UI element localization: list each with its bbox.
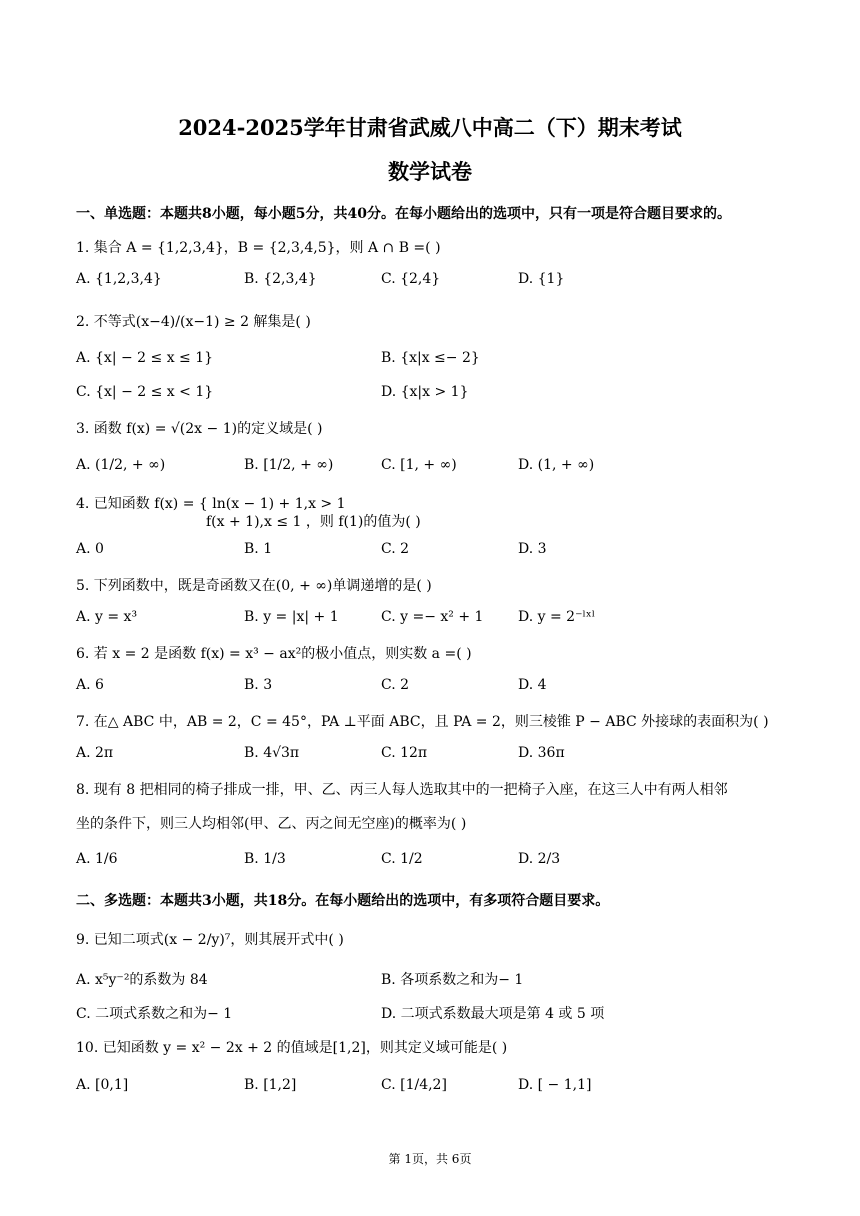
question-3-option-a: A. (1/2, + ∞) [76, 457, 166, 473]
question-4-stem-line1: 4. 已知函数 f(x) = { ln(x − 1) + 1,x > 1 [76, 496, 346, 512]
question-9-stem: 9. 已知二项式(x − 2/y)⁷，则其展开式中( ) [76, 932, 344, 948]
question-6-option-d: D. 4 [518, 677, 547, 693]
question-2-stem: 2. 不等式(x−4)/(x−1) ≥ 2 解集是( ) [76, 314, 311, 330]
question-2-option-b: B. {x|x ≤− 2} [381, 350, 480, 366]
question-6-option-c: C. 2 [381, 677, 410, 693]
question-5-option-d: D. y = 2⁻ˡˣˡ [518, 609, 596, 625]
question-9-option-d: D. 二项式系数最大项是第 4 或 5 项 [381, 1006, 605, 1022]
question-8-option-b: B. 1/3 [244, 851, 286, 867]
question-3-stem: 3. 函数 f(x) = √(2x − 1)的定义域是( ) [76, 421, 323, 437]
question-3-option-b: B. [1/2, + ∞) [244, 457, 334, 473]
question-2-option-d: D. {x|x > 1} [381, 384, 469, 400]
question-10-option-a: A. [0,1] [76, 1077, 129, 1093]
question-1-stem: 1. 集合 A = {1,2,3,4}，B = {2,3,4,5}，则 A ∩ B =( ) [76, 240, 441, 256]
question-6-option-b: B. 3 [244, 677, 273, 693]
question-1-option-d: D. {1} [518, 271, 565, 287]
question-4-option-a: A. 0 [76, 541, 104, 557]
question-3-option-c: C. [1, + ∞) [381, 457, 457, 473]
question-2-option-c: C. {x| − 2 ≤ x < 1} [76, 384, 214, 400]
question-4-option-d: D. 3 [518, 541, 547, 557]
question-5-stem: 5. 下列函数中，既是奇函数又在(0, + ∞)单调递增的是( ) [76, 578, 432, 594]
section-heading-multiple-choice: 二、多选题：本题共3小题，共18分。在每小题给出的选项中，有多项符合题目要求。 [76, 893, 610, 909]
question-4-stem-line2: f(x + 1),x ≤ 1 ，则 f(1)的值为( ) [206, 514, 421, 530]
question-6-option-a: A. 6 [76, 677, 104, 693]
question-9-option-b: B. 各项系数之和为− 1 [381, 972, 524, 988]
question-5-option-b: B. y = |x| + 1 [244, 609, 339, 625]
question-2-option-a: A. {x| − 2 ≤ x ≤ 1} [76, 350, 214, 366]
question-8-option-a: A. 1/6 [76, 851, 118, 867]
page-footer: 第 1页，共 6页 [388, 1152, 472, 1166]
question-1-option-a: A. {1,2,3,4} [76, 271, 162, 287]
question-8-option-c: C. 1/2 [381, 851, 423, 867]
question-1-option-c: C. {2,4} [381, 271, 441, 287]
question-7-option-b: B. 4√3π [244, 745, 300, 761]
question-8-stem-line1: 8. 现有 8 把相同的椅子排成一排，甲、乙、丙三人每人选取其中的一把椅子入座，在这三人中有两人相邻 [76, 782, 728, 798]
question-10-option-d: D. [ − 1,1] [518, 1077, 592, 1093]
question-1-option-b: B. {2,3,4} [244, 271, 317, 287]
question-10-stem: 10. 已知函数 y = x² − 2x + 2 的值域是[1,2]，则其定义域可能是( ) [76, 1040, 508, 1056]
question-8-option-d: D. 2/3 [518, 851, 561, 867]
question-4-option-b: B. 1 [244, 541, 273, 557]
question-10-option-b: B. [1,2] [244, 1077, 297, 1093]
question-6-stem: 6. 若 x = 2 是函数 f(x) = x³ − ax²的极小值点，则实数 a =( ) [76, 646, 472, 662]
question-4-option-c: C. 2 [381, 541, 410, 557]
question-10-option-c: C. [1/4,2] [381, 1077, 447, 1093]
question-3-option-d: D. (1, + ∞) [518, 457, 595, 473]
question-7-option-a: A. 2π [76, 745, 114, 761]
page-title: 2024-2025学年甘肃省武威八中高二（下）期末考试 [178, 115, 682, 140]
question-8-stem-line2: 坐的条件下，则三人均相邻(甲、乙、丙之间无空座)的概率为( ) [76, 816, 467, 832]
question-5-option-a: A. y = x³ [76, 609, 138, 625]
question-5-option-c: C. y =− x² + 1 [381, 609, 484, 625]
section-heading-single-choice: 一、单选题：本题共8小题，每小题5分，共40分。在每小题给出的选项中，只有一项是符合题目要求的。 [76, 206, 731, 222]
question-7-option-c: C. 12π [381, 745, 428, 761]
question-7-option-d: D. 36π [518, 745, 565, 761]
page-subtitle: 数学试卷 [388, 159, 472, 184]
question-9-option-a: A. x⁵y⁻²的系数为 84 [76, 972, 208, 988]
question-7-stem: 7. 在△ ABC 中，AB = 2，C = 45°，PA ⊥平面 ABC，且 PA = 2，则三棱锥 P − ABC 外接球的表面积为( ) [76, 714, 769, 730]
question-9-option-c: C. 二项式系数之和为− 1 [76, 1006, 233, 1022]
